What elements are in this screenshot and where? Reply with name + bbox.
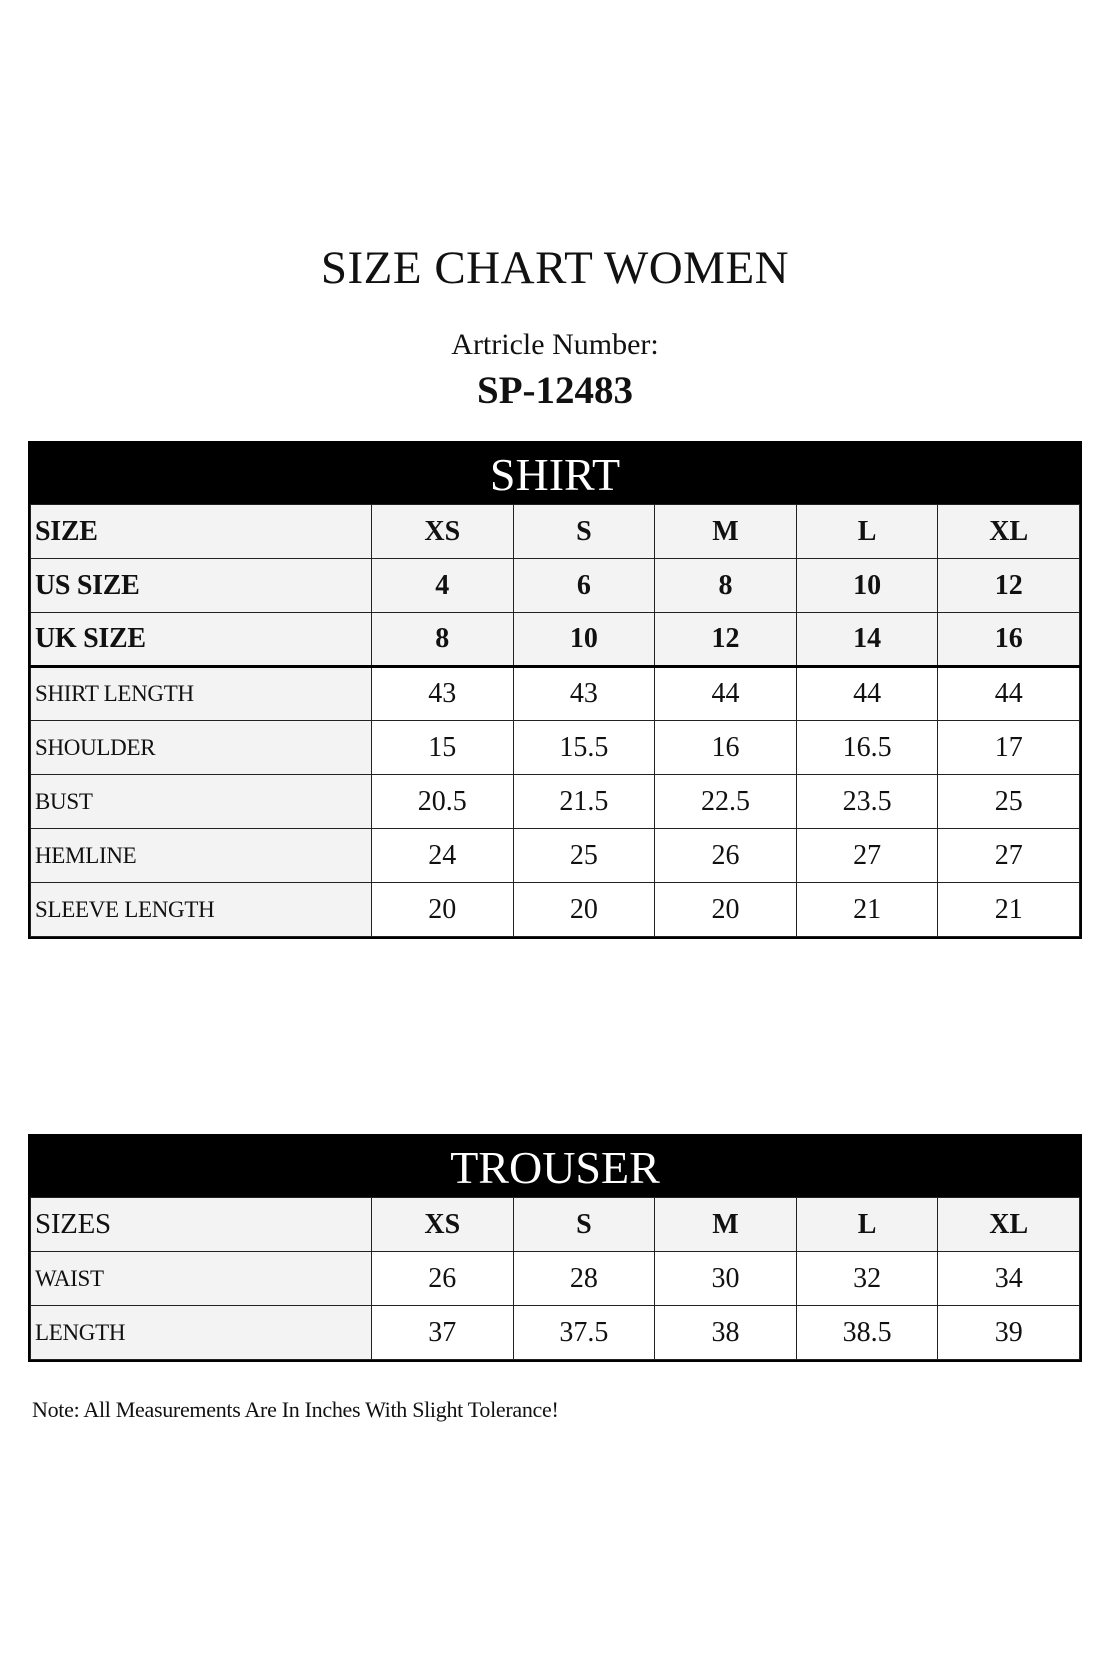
table-row <box>31 1198 1080 1252</box>
table-cell: 20 <box>372 883 514 937</box>
table-cell: 12 <box>938 559 1080 613</box>
row-label: UK SIZE <box>31 613 372 667</box>
row-label: SIZE <box>31 505 372 559</box>
table-cell: 37.5 <box>513 1306 655 1360</box>
table-cell: 10 <box>796 559 938 613</box>
measurement-note: Note: All Measurements Are In Inches With Slight Tolerance! <box>32 1397 559 1422</box>
table-cell: 34 <box>938 1252 1080 1306</box>
row-label: WAIST <box>31 1252 372 1306</box>
table-cell: 15.5 <box>513 721 655 775</box>
table-cell: 4 <box>372 559 514 613</box>
table-row <box>31 613 1080 667</box>
shirt-size-table <box>30 504 1080 937</box>
table-cell: 17 <box>938 721 1080 775</box>
table-cell: 44 <box>655 667 797 721</box>
table-cell: S <box>513 505 655 559</box>
table-cell: 39 <box>938 1306 1080 1360</box>
table-cell: 10 <box>513 613 655 667</box>
table-row <box>31 559 1080 613</box>
table-cell: 26 <box>372 1252 514 1306</box>
table-row <box>31 1306 1080 1360</box>
table-cell: 44 <box>796 667 938 721</box>
table-cell: 30 <box>655 1252 797 1306</box>
table-cell: 25 <box>513 829 655 883</box>
table-row <box>31 721 1080 775</box>
table-cell: 16 <box>938 613 1080 667</box>
table-cell: L <box>796 505 938 559</box>
table-cell: 20 <box>513 883 655 937</box>
row-label: HEMLINE <box>31 829 372 883</box>
table-cell: 32 <box>796 1252 938 1306</box>
table-cell: 8 <box>655 559 797 613</box>
table-cell: 21 <box>796 883 938 937</box>
row-label: SHOULDER <box>31 721 372 775</box>
article-number-label: Artricle Number: <box>451 328 659 361</box>
table-cell: 37 <box>372 1306 514 1360</box>
table-cell: S <box>513 1198 655 1252</box>
trouser-size-chart <box>28 1134 1082 1362</box>
table-cell: 20.5 <box>372 775 514 829</box>
table-cell: 16 <box>655 721 797 775</box>
article-number-value: SP-12483 <box>477 369 633 412</box>
table-cell: 38.5 <box>796 1306 938 1360</box>
row-label: SHIRT LENGTH <box>31 667 372 721</box>
table-cell: 15 <box>372 721 514 775</box>
table-cell: 16.5 <box>796 721 938 775</box>
table-row <box>31 505 1080 559</box>
table-cell: 25 <box>938 775 1080 829</box>
row-label: SIZES <box>31 1198 372 1252</box>
row-label: US SIZE <box>31 559 372 613</box>
table-cell: 6 <box>513 559 655 613</box>
table-cell: 14 <box>796 613 938 667</box>
row-label: SLEEVE LENGTH <box>31 883 372 937</box>
table-row <box>31 667 1080 721</box>
table-row <box>31 883 1080 937</box>
page-title: SIZE CHART WOMEN <box>320 242 790 294</box>
table-cell: 21.5 <box>513 775 655 829</box>
table-cell: 28 <box>513 1252 655 1306</box>
table-cell: 24 <box>372 829 514 883</box>
table-cell: XS <box>372 505 514 559</box>
table-cell: 27 <box>796 829 938 883</box>
table-cell: XL <box>938 505 1080 559</box>
table-cell: 22.5 <box>655 775 797 829</box>
table-cell: 23.5 <box>796 775 938 829</box>
table-cell: XS <box>372 1198 514 1252</box>
table-row <box>31 775 1080 829</box>
trouser-chart-heading: TROUSER <box>30 1136 1080 1197</box>
table-cell: 43 <box>372 667 514 721</box>
shirt-chart-heading: SHIRT <box>30 443 1080 504</box>
table-cell: 38 <box>655 1306 797 1360</box>
table-row <box>31 1252 1080 1306</box>
table-cell: 21 <box>938 883 1080 937</box>
row-label: LENGTH <box>31 1306 372 1360</box>
table-cell: XL <box>938 1198 1080 1252</box>
table-row <box>31 829 1080 883</box>
table-cell: 27 <box>938 829 1080 883</box>
table-cell: 43 <box>513 667 655 721</box>
trouser-size-table <box>30 1197 1080 1360</box>
row-label: BUST <box>31 775 372 829</box>
table-cell: L <box>796 1198 938 1252</box>
shirt-size-chart <box>28 441 1082 939</box>
table-cell: 8 <box>372 613 514 667</box>
table-cell: M <box>655 1198 797 1252</box>
table-cell: M <box>655 505 797 559</box>
table-cell: 44 <box>938 667 1080 721</box>
table-cell: 12 <box>655 613 797 667</box>
table-cell: 26 <box>655 829 797 883</box>
table-cell: 20 <box>655 883 797 937</box>
